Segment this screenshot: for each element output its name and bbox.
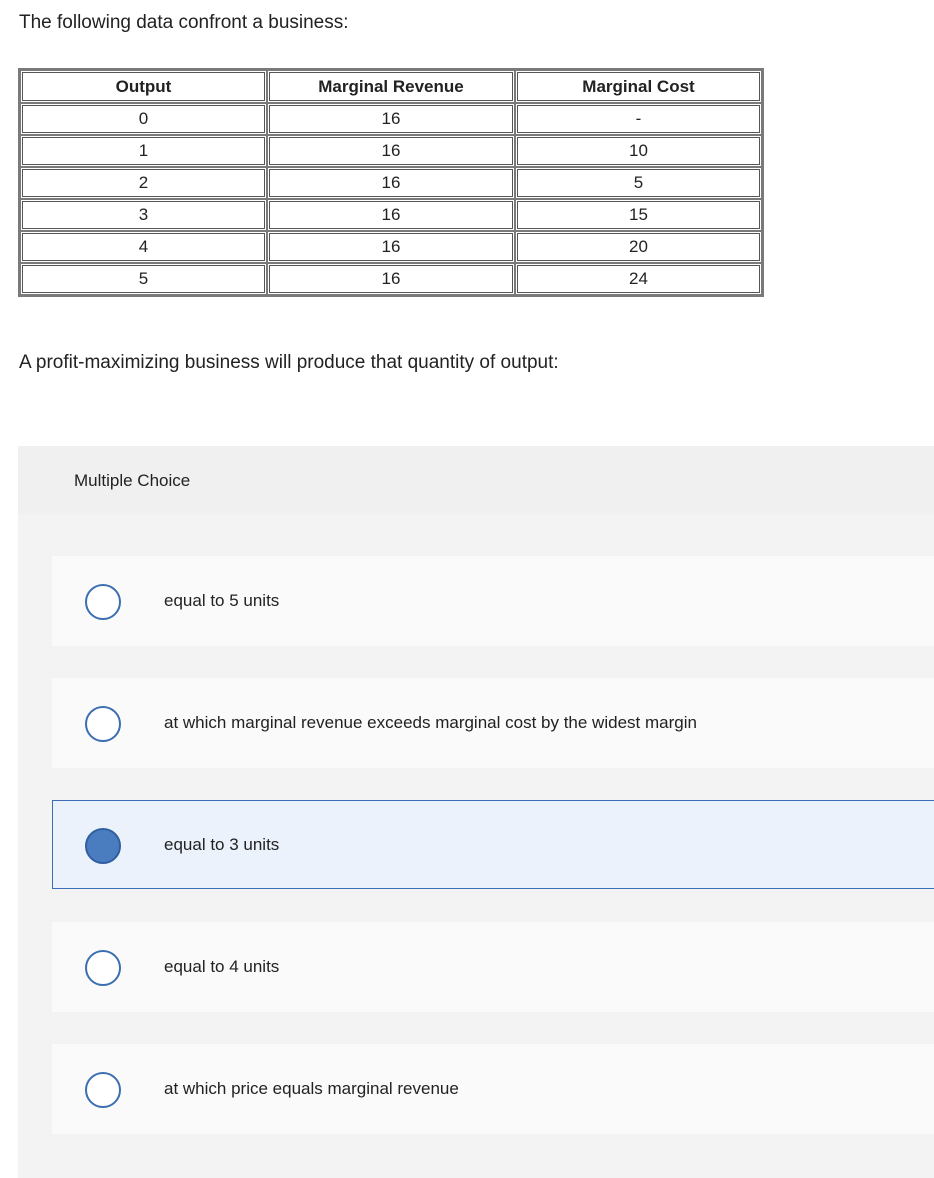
table-cell: 16 xyxy=(267,263,515,295)
radio-button[interactable] xyxy=(85,950,121,986)
table-cell: 5 xyxy=(515,167,762,199)
table-row xyxy=(20,231,762,263)
table-cell: 3 xyxy=(20,199,267,231)
table-row xyxy=(20,103,762,135)
table-cell: 16 xyxy=(267,167,515,199)
table-cell: 4 xyxy=(20,231,267,263)
column-header-output: Output xyxy=(20,70,267,103)
table-cell: 5 xyxy=(20,263,267,295)
table-cell: 2 xyxy=(20,167,267,199)
table-cell: 16 xyxy=(267,199,515,231)
multiple-choice-label: Multiple Choice xyxy=(74,471,191,490)
answer-option-label: at which marginal revenue exceeds marginal cost by the widest margin xyxy=(164,713,697,732)
table-cell: 16 xyxy=(267,135,515,167)
table-cell: 16 xyxy=(267,231,515,263)
table-cell: 10 xyxy=(515,135,762,167)
answer-option-3-selected[interactable] xyxy=(52,800,934,889)
column-header-marginal-revenue: Marginal Revenue xyxy=(267,70,515,103)
question-text: A profit-maximizing business will produce that quantity of output: xyxy=(19,352,559,373)
radio-button-selected[interactable] xyxy=(85,828,121,864)
table-cell: 16 xyxy=(267,103,515,135)
table-cell: 20 xyxy=(515,231,762,263)
multiple-choice-panel xyxy=(18,446,934,1178)
intro-text: The following data confront a business: xyxy=(19,12,349,33)
answer-option-2[interactable] xyxy=(52,678,934,768)
table-cell: 24 xyxy=(515,263,762,295)
table-row xyxy=(20,167,762,199)
answer-option-5[interactable] xyxy=(52,1044,934,1134)
answer-option-label: equal to 5 units xyxy=(164,591,280,610)
answer-option-4[interactable] xyxy=(52,922,934,1012)
data-table xyxy=(18,68,764,297)
answer-option-label: equal to 3 units xyxy=(164,835,280,854)
table-cell: - xyxy=(515,103,762,135)
answer-option-label: equal to 4 units xyxy=(164,957,280,976)
answer-option-label: at which price equals marginal revenue xyxy=(164,1079,459,1098)
radio-button[interactable] xyxy=(85,1072,121,1108)
table-row xyxy=(20,135,762,167)
radio-button[interactable] xyxy=(85,706,121,742)
table-row xyxy=(20,263,762,295)
multiple-choice-header xyxy=(18,446,934,514)
answer-option-1[interactable] xyxy=(52,556,934,646)
column-header-marginal-cost: Marginal Cost xyxy=(515,70,762,103)
table-cell: 0 xyxy=(20,103,267,135)
radio-button[interactable] xyxy=(85,584,121,620)
table-cell: 1 xyxy=(20,135,267,167)
table-header-row xyxy=(20,70,762,103)
table-cell: 15 xyxy=(515,199,762,231)
table-row xyxy=(20,199,762,231)
